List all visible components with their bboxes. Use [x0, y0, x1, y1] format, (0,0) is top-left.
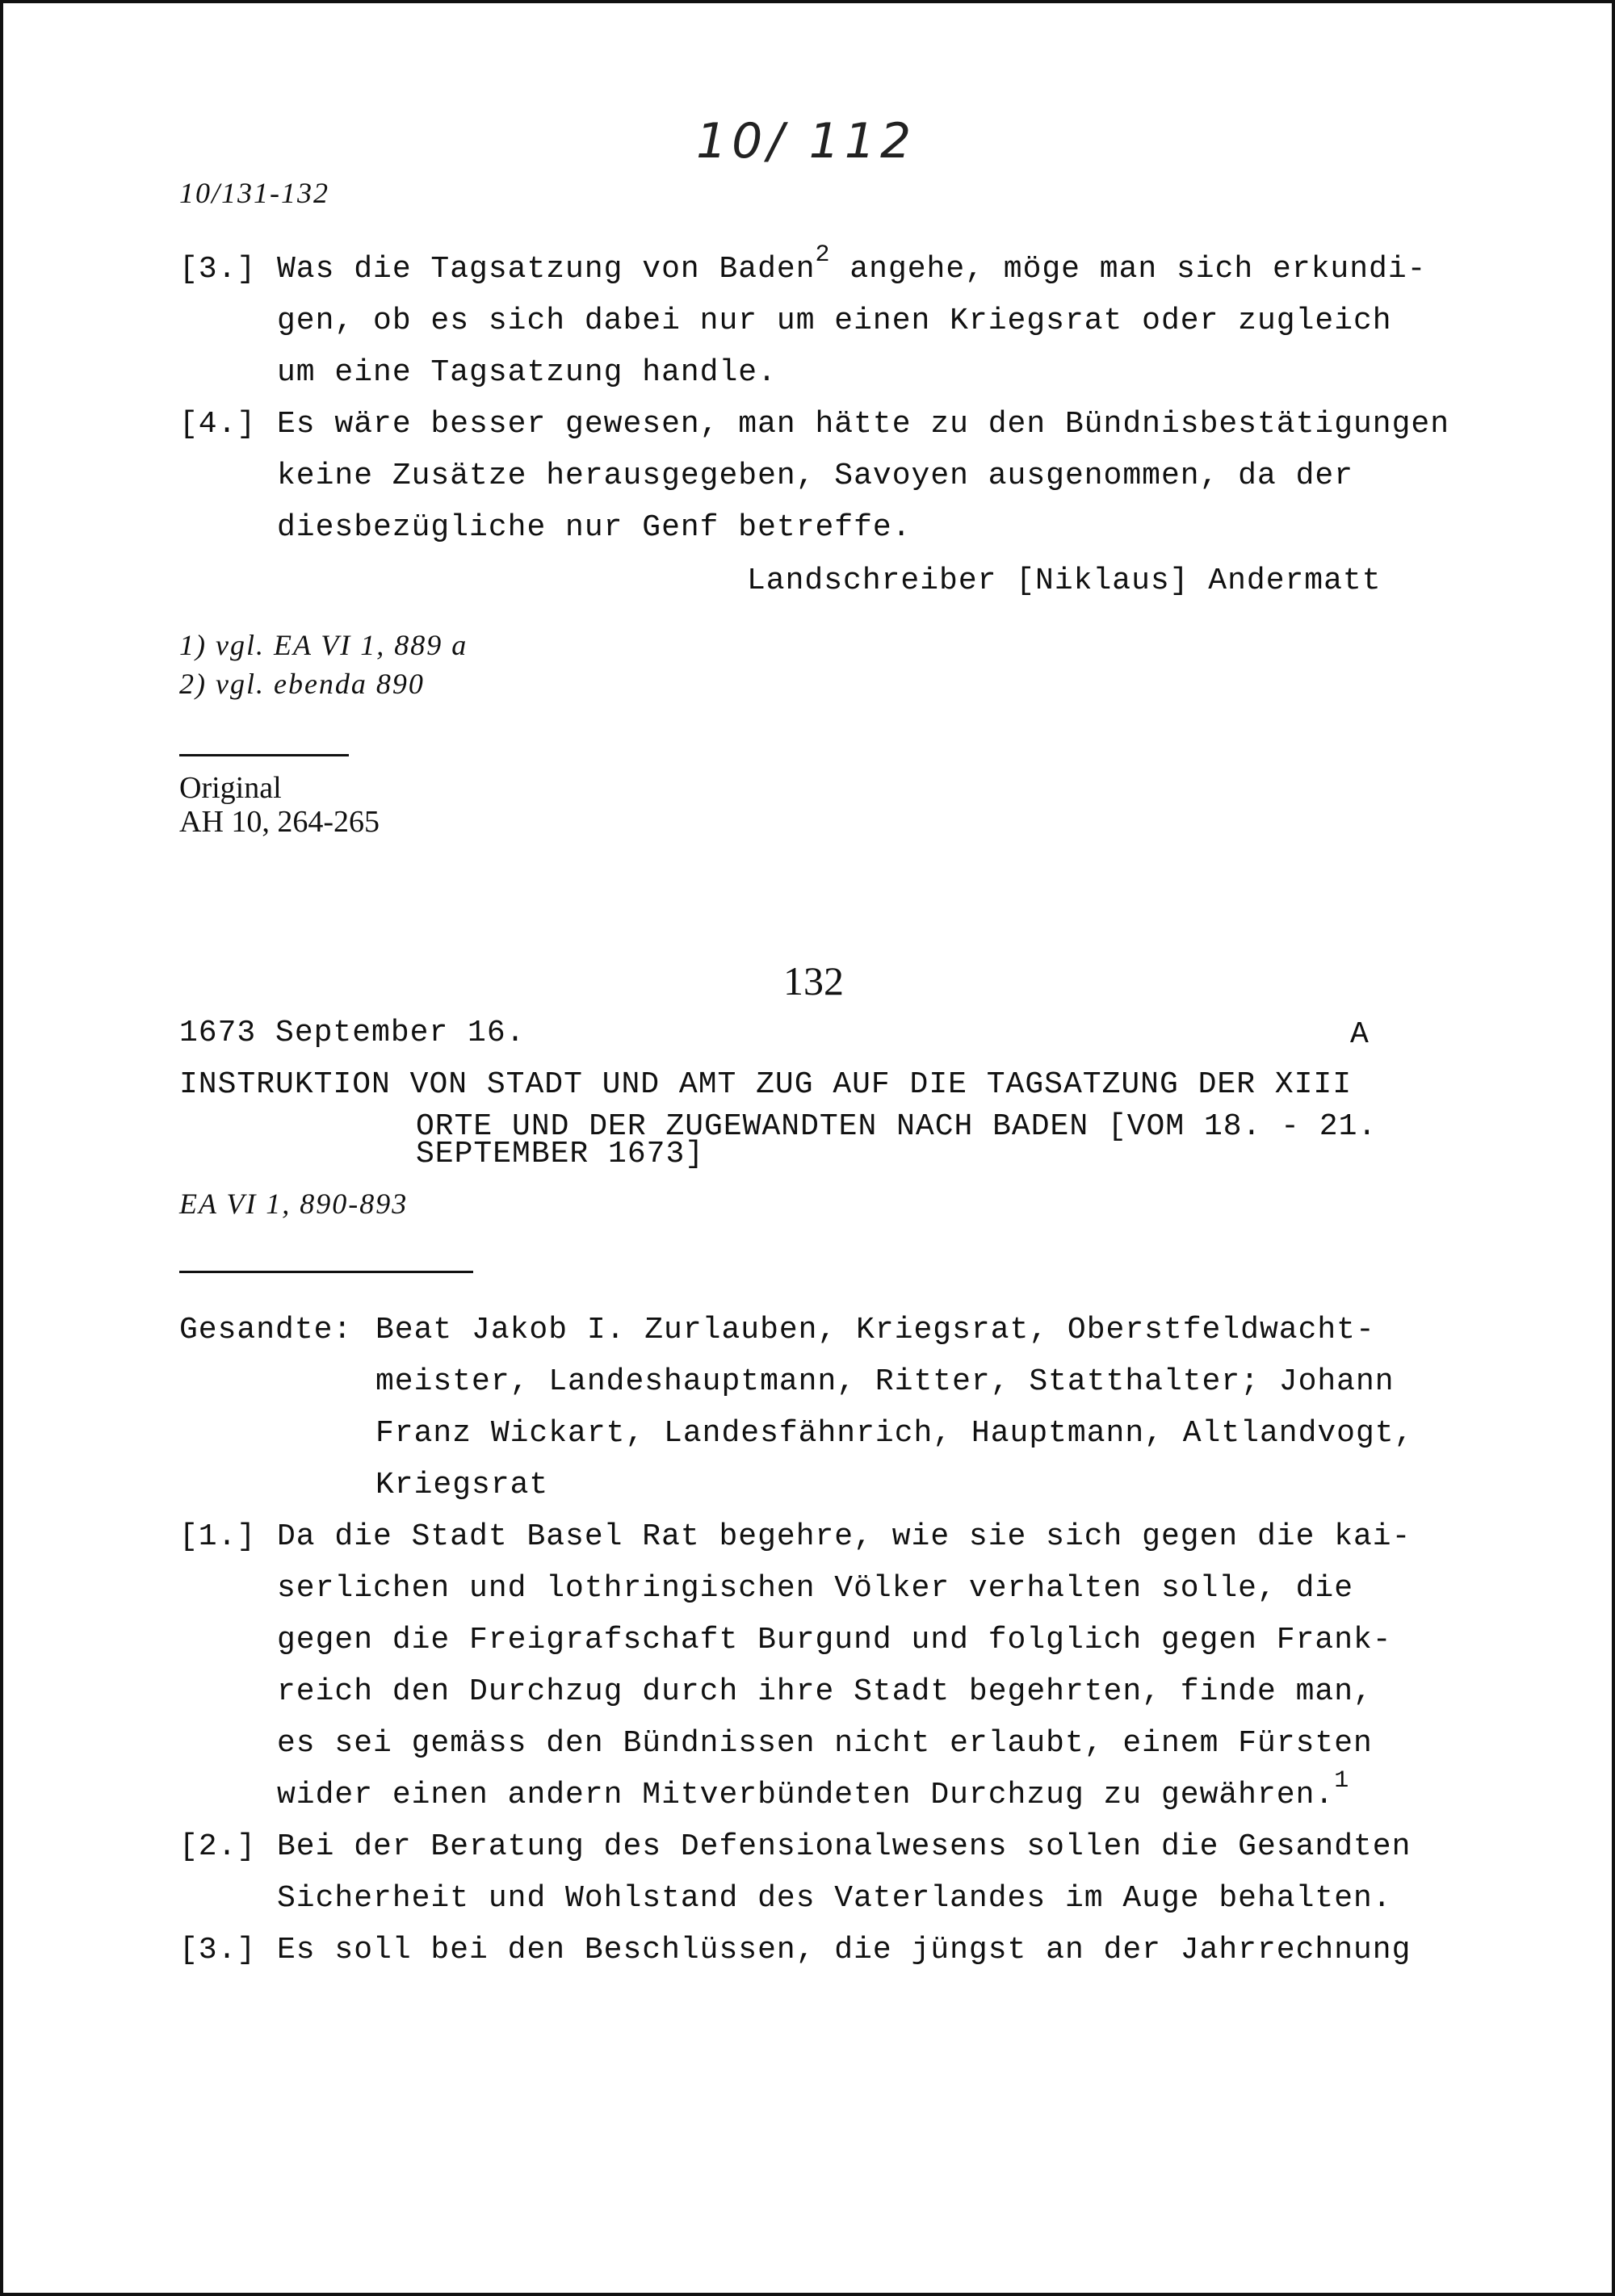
item-number: [2.]	[179, 1829, 257, 1864]
paragraph-line: gen, ob es sich dabei nur um einen Kriegsrat oder zugleich	[277, 304, 1392, 338]
document-title-line: SEPTEMBER 1673]	[416, 1137, 705, 1171]
paragraph-line: gegen die Freigrafschaft Burgund und folglich gegen Frank-	[277, 1623, 1392, 1657]
footnote: 2) vgl. ebenda 890	[179, 668, 425, 700]
envoys-line: Kriegsrat	[375, 1468, 549, 1502]
paragraph-line: Es wäre besser gewesen, man hätte zu den Bündnisbestätigungen	[277, 407, 1450, 442]
envoys-label: Gesandte:	[179, 1313, 353, 1347]
document-marker: A	[1350, 1017, 1370, 1052]
item-number: [4.]	[179, 407, 257, 442]
paragraph-line: keine Zusätze herausgegeben, Savoyen ausgenommen, da der	[277, 459, 1354, 493]
paragraph-line: Es soll bei den Beschlüssen, die jüngst an der Jahrrechnung	[277, 1933, 1412, 1967]
envoys-line: meister, Landeshauptmann, Ritter, Statthalter; Johann	[375, 1364, 1395, 1399]
paragraph-line: es sei gemäss den Bündnissen nicht erlaubt, einem Fürsten	[277, 1726, 1373, 1761]
envoys-line: Beat Jakob I. Zurlauben, Kriegsrat, Oberstfeldwacht-	[375, 1313, 1375, 1347]
footnote-marker: 1	[1334, 1767, 1350, 1795]
source-reference: AH 10, 264-265	[179, 805, 380, 839]
ea-reference: EA VI 1, 890-893	[179, 1188, 409, 1220]
document-number: 132	[783, 958, 844, 1003]
footnote-marker: 2	[815, 241, 831, 270]
paragraph-line: Da die Stadt Basel Rat begehre, wie sie sich gegen die kai-	[277, 1519, 1412, 1554]
paragraph-line: diesbezügliche nur Genf betreffe.	[277, 510, 912, 545]
document-title-line: INSTRUKTION VON STADT UND AMT ZUG AUF DIE TAGSATZUNG DER XIII	[179, 1067, 1353, 1102]
divider	[179, 754, 349, 756]
paragraph-line: Bei der Beratung des Defensionalwesens sollen die Gesandten	[277, 1829, 1412, 1864]
item-number: [3.]	[179, 1933, 257, 1967]
divider	[179, 1271, 473, 1273]
envoys-line: Franz Wickart, Landesfähnrich, Hauptmann, Altlandvogt,	[375, 1416, 1414, 1451]
footnote: 1) vgl. EA VI 1, 889 a	[179, 629, 468, 661]
paragraph-line: Sicherheit und Wohlstand des Vaterlandes im Auge behalten.	[277, 1881, 1392, 1916]
paragraph-line: wider einen andern Mitverbündeten Durchzug zu gewähren.$^1$	[277, 1767, 1350, 1812]
source-label: Original	[179, 771, 282, 805]
item-number: [1.]	[179, 1519, 257, 1554]
paragraph-line: Was die Tagsatzung von Baden$^2$ angehe, möge man sich erkundi-	[277, 241, 1427, 287]
paragraph-line: reich den Durchzug durch ihre Stadt begehrten, finde man,	[277, 1674, 1373, 1709]
document-date: 1673 September 16.	[179, 1016, 526, 1050]
handwritten-note: 10/ 112	[696, 113, 917, 170]
paragraph-line: um eine Tagsatzung handle.	[277, 355, 777, 390]
reference-number: 10/131-132	[179, 177, 329, 209]
document-title-line: ORTE UND DER ZUGEWANDTEN NACH BADEN [VOM 18. - 21.	[416, 1109, 1378, 1144]
paragraph-line: serlichen und lothringischen Völker verhalten solle, die	[277, 1571, 1354, 1606]
signature: Landschreiber [Niklaus] Andermatt	[747, 564, 1382, 598]
item-number: [3.]	[179, 252, 257, 287]
